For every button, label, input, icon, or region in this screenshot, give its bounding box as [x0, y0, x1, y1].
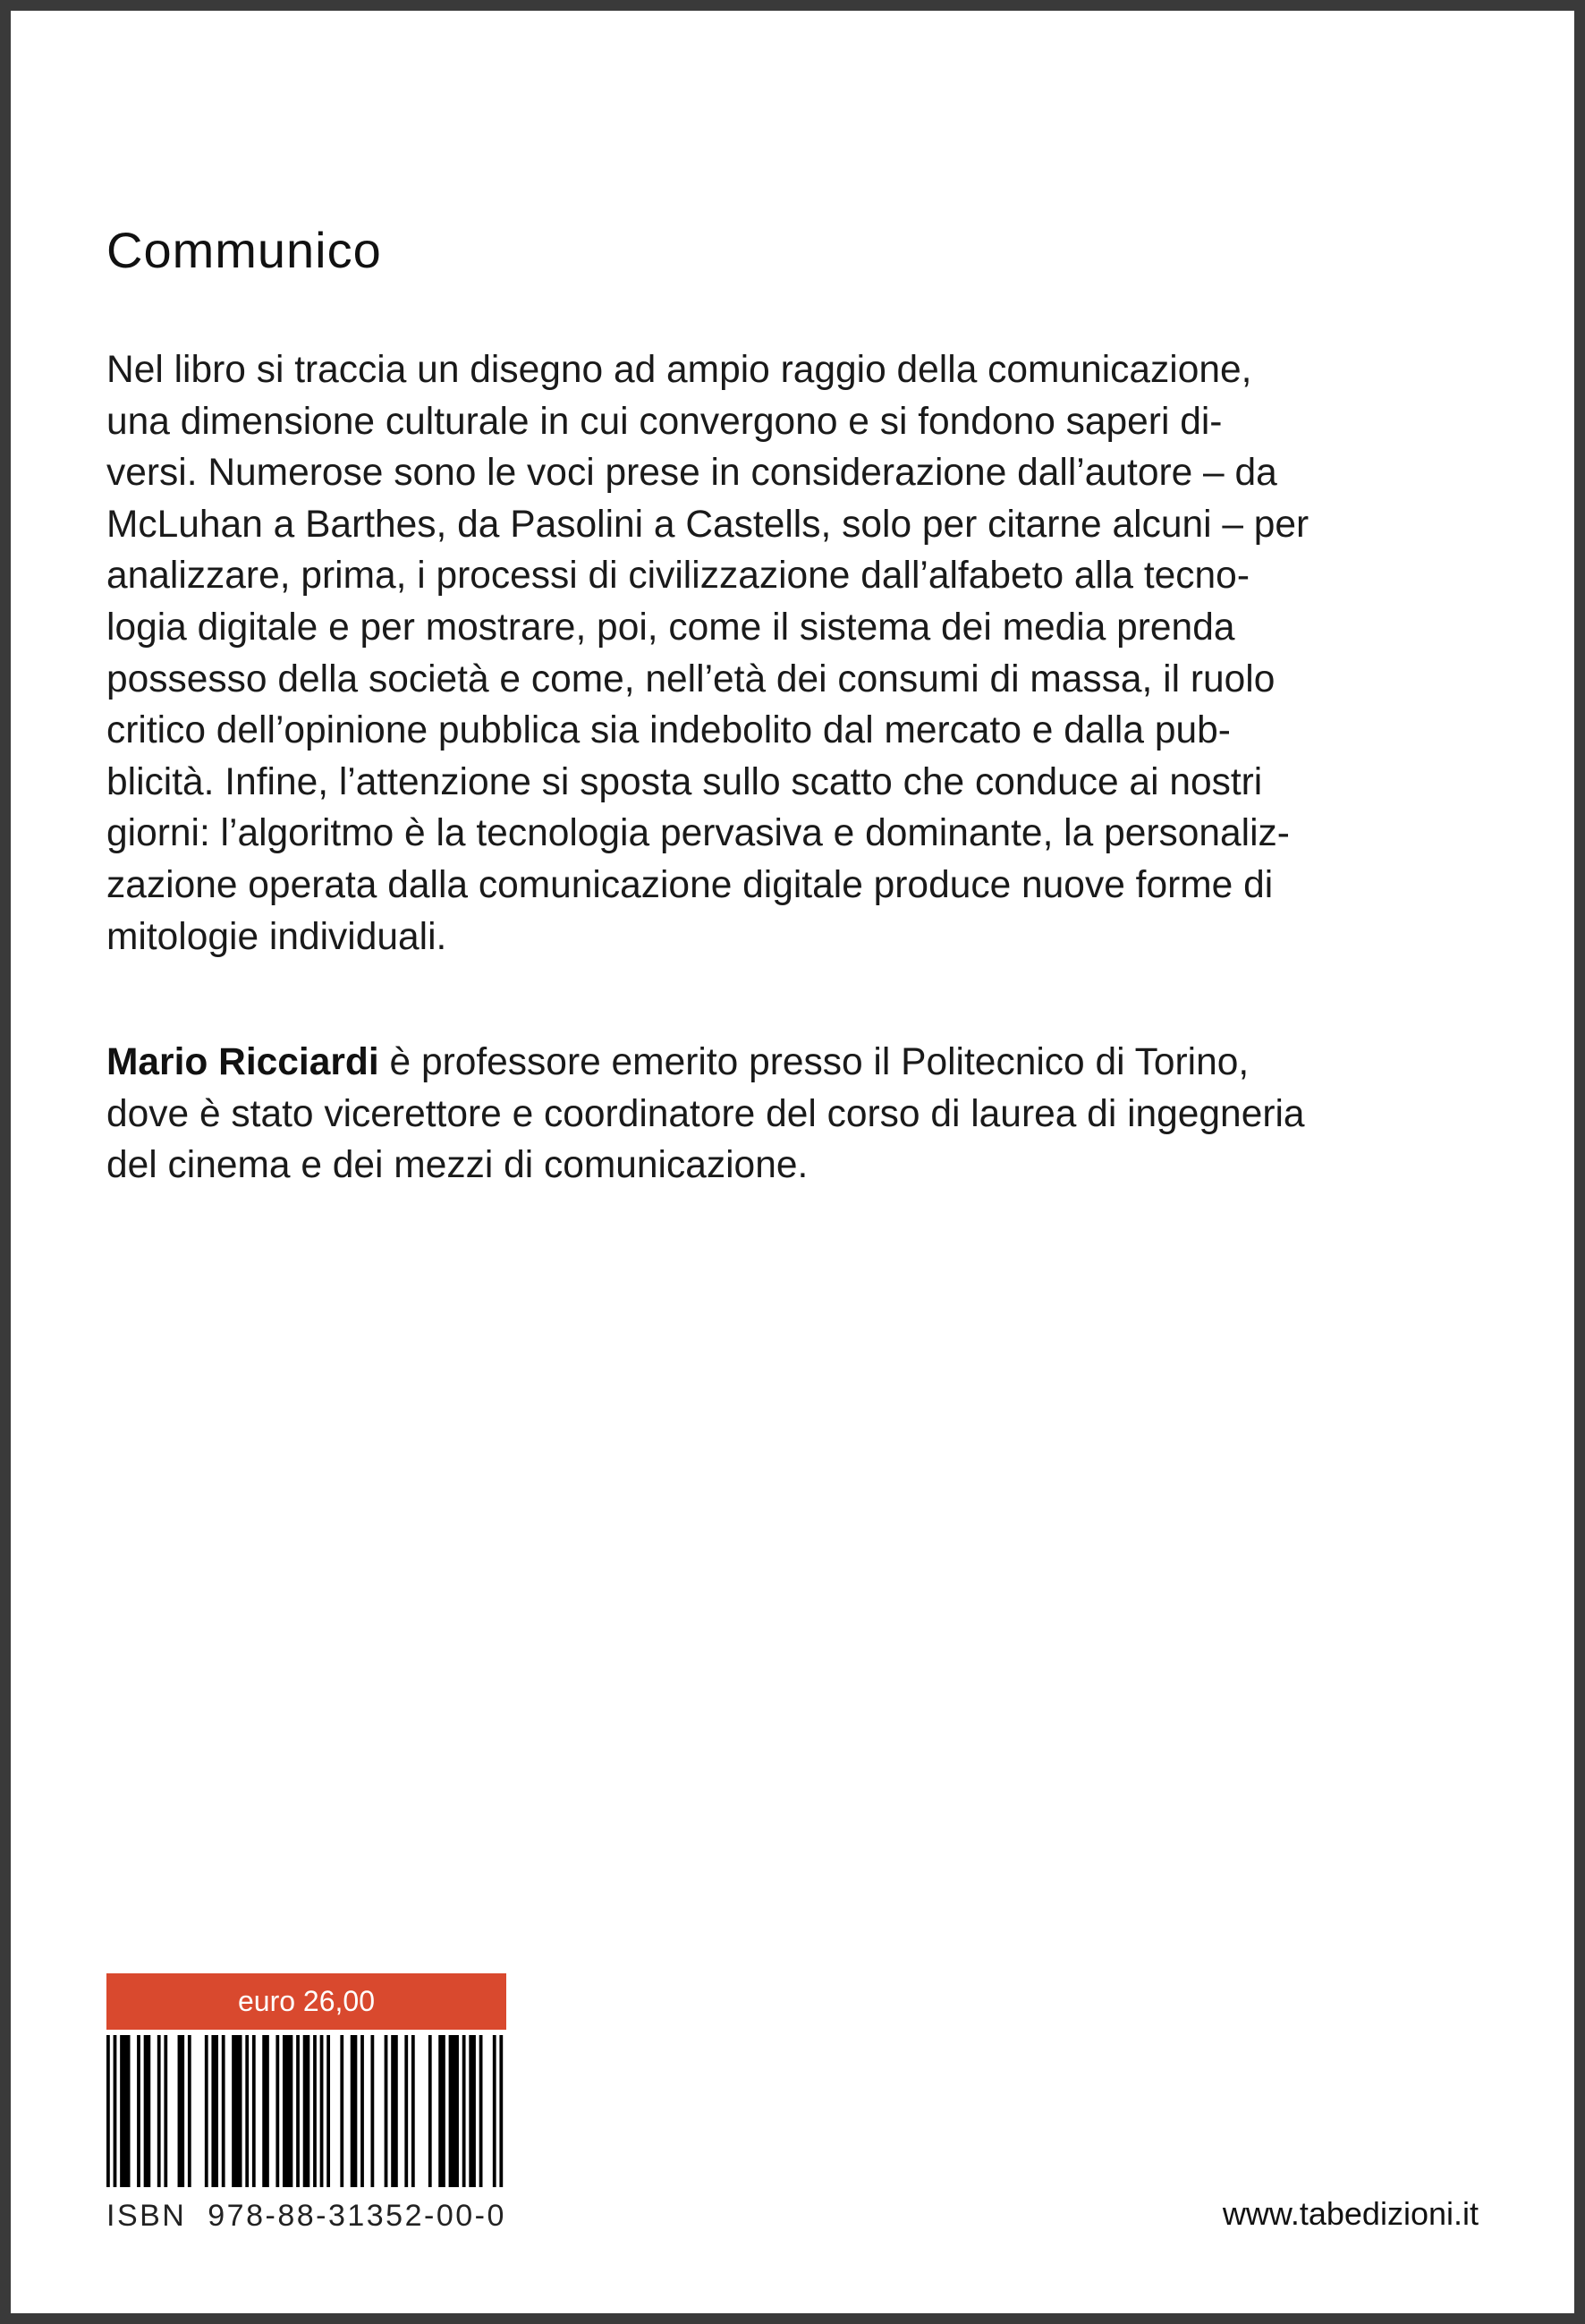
- barcode-bar: [370, 2035, 374, 2187]
- barcode-bar: [205, 2035, 208, 2187]
- barcode-bar: [232, 2035, 242, 2187]
- barcode-bar: [313, 2035, 317, 2187]
- blurb-line: blicità. Infine, l’attenzione si sposta sullo scatto che conduce ai nostri: [106, 760, 1263, 803]
- isbn-label: ISBN: [106, 2199, 187, 2233]
- author-bio: [106, 1037, 1502, 1192]
- blurb-line: versi. Numerose sono le voci prese in considerazione dall’autore – da: [106, 452, 1277, 495]
- blurb-line: zazione operata dalla comunicazione digitale produce nuove forme di: [106, 863, 1274, 906]
- barcode-bar: [296, 2035, 300, 2187]
- bio-line: del cinema e dei mezzi di comunicazione.: [106, 1144, 809, 1187]
- blurb-line: critico dell’opinione pubblica sia indebolito dal mercato e dalla pub-: [106, 709, 1231, 752]
- barcode-bar: [340, 2035, 343, 2187]
- isbn-text: [106, 2196, 509, 2235]
- barcode-bar: [438, 2035, 445, 2187]
- barcode-bar: [157, 2035, 161, 2187]
- barcode-bar: [120, 2035, 130, 2187]
- blurb-line: mitologie individuali.: [106, 915, 447, 958]
- barcode-bar: [449, 2035, 459, 2187]
- barcode-bar: [499, 2035, 503, 2187]
- barcode-bar: [404, 2035, 408, 2187]
- barcode-bar: [479, 2035, 483, 2187]
- barcode-bar: [320, 2035, 324, 2187]
- book-title: Communico: [106, 222, 382, 278]
- isbn-number: 978-88-31352-00-0: [208, 2199, 506, 2233]
- barcode-bar: [164, 2035, 167, 2187]
- barcode-bar: [469, 2035, 476, 2187]
- barcode-bar: [137, 2035, 140, 2187]
- barcode-bar: [462, 2035, 466, 2187]
- price-label: euro 26,00: [106, 1973, 506, 2030]
- bio-line: dove è stato vicerettore e coordinatore del corso di laurea di ingegneria: [106, 1092, 1305, 1135]
- barcode-bar: [222, 2035, 225, 2187]
- barcode-bar: [411, 2035, 415, 2187]
- barcode-bar: [326, 2035, 330, 2187]
- barcode-bar: [178, 2035, 185, 2187]
- barcode-bar: [144, 2035, 151, 2187]
- blurb-line: McLuhan a Barthes, da Pasolini a Castells, solo per citarne alcuni – per: [106, 503, 1310, 546]
- barcode-bar: [493, 2035, 496, 2187]
- barcode-bar: [106, 2035, 110, 2187]
- blurb-line: giorni: l’algoritmo è la tecnologia pervasiva e dominante, la personaliz-: [106, 812, 1290, 855]
- blurb-line: logia digitale e per mostrare, poi, come il sistema dei media prenda: [106, 606, 1235, 649]
- barcode-image: [106, 2035, 506, 2187]
- barcode-bar: [275, 2035, 279, 2187]
- bio-line: è professore emerito presso il Politecnico di Torino,: [378, 1041, 1250, 1083]
- book-blurb: [106, 344, 1502, 963]
- barcode-bar: [245, 2035, 249, 2187]
- barcode-bar: [262, 2035, 269, 2187]
- barcode-bar: [114, 2035, 117, 2187]
- barcode-bar: [283, 2035, 292, 2187]
- blurb-line: possesso della società e come, nell’età dei consumi di massa, il ruolo: [106, 657, 1276, 700]
- barcode-bar: [252, 2035, 256, 2187]
- barcode-bar: [391, 2035, 398, 2187]
- barcode-bar: [351, 2035, 358, 2187]
- blurb-line: analizzare, prima, i processi di civilizzazione dall’alfabeto alla tecno-: [106, 555, 1250, 598]
- barcode-bar: [428, 2035, 432, 2187]
- blurb-line: una dimensione culturale in cui convergono e si fondono saperi di-: [106, 400, 1223, 443]
- barcode-bar: [211, 2035, 218, 2187]
- barcode-bar: [360, 2035, 364, 2187]
- author-name: Mario Ricciardi: [106, 1041, 379, 1083]
- blurb-line: Nel libro si traccia un disegno ad ampio raggio della comunicazione,: [106, 349, 1252, 391]
- barcode-bar: [303, 2035, 310, 2187]
- barcode-bar: [385, 2035, 388, 2187]
- barcode-bar: [188, 2035, 191, 2187]
- publisher-website: www.tabedizioni.it: [1222, 2195, 1479, 2232]
